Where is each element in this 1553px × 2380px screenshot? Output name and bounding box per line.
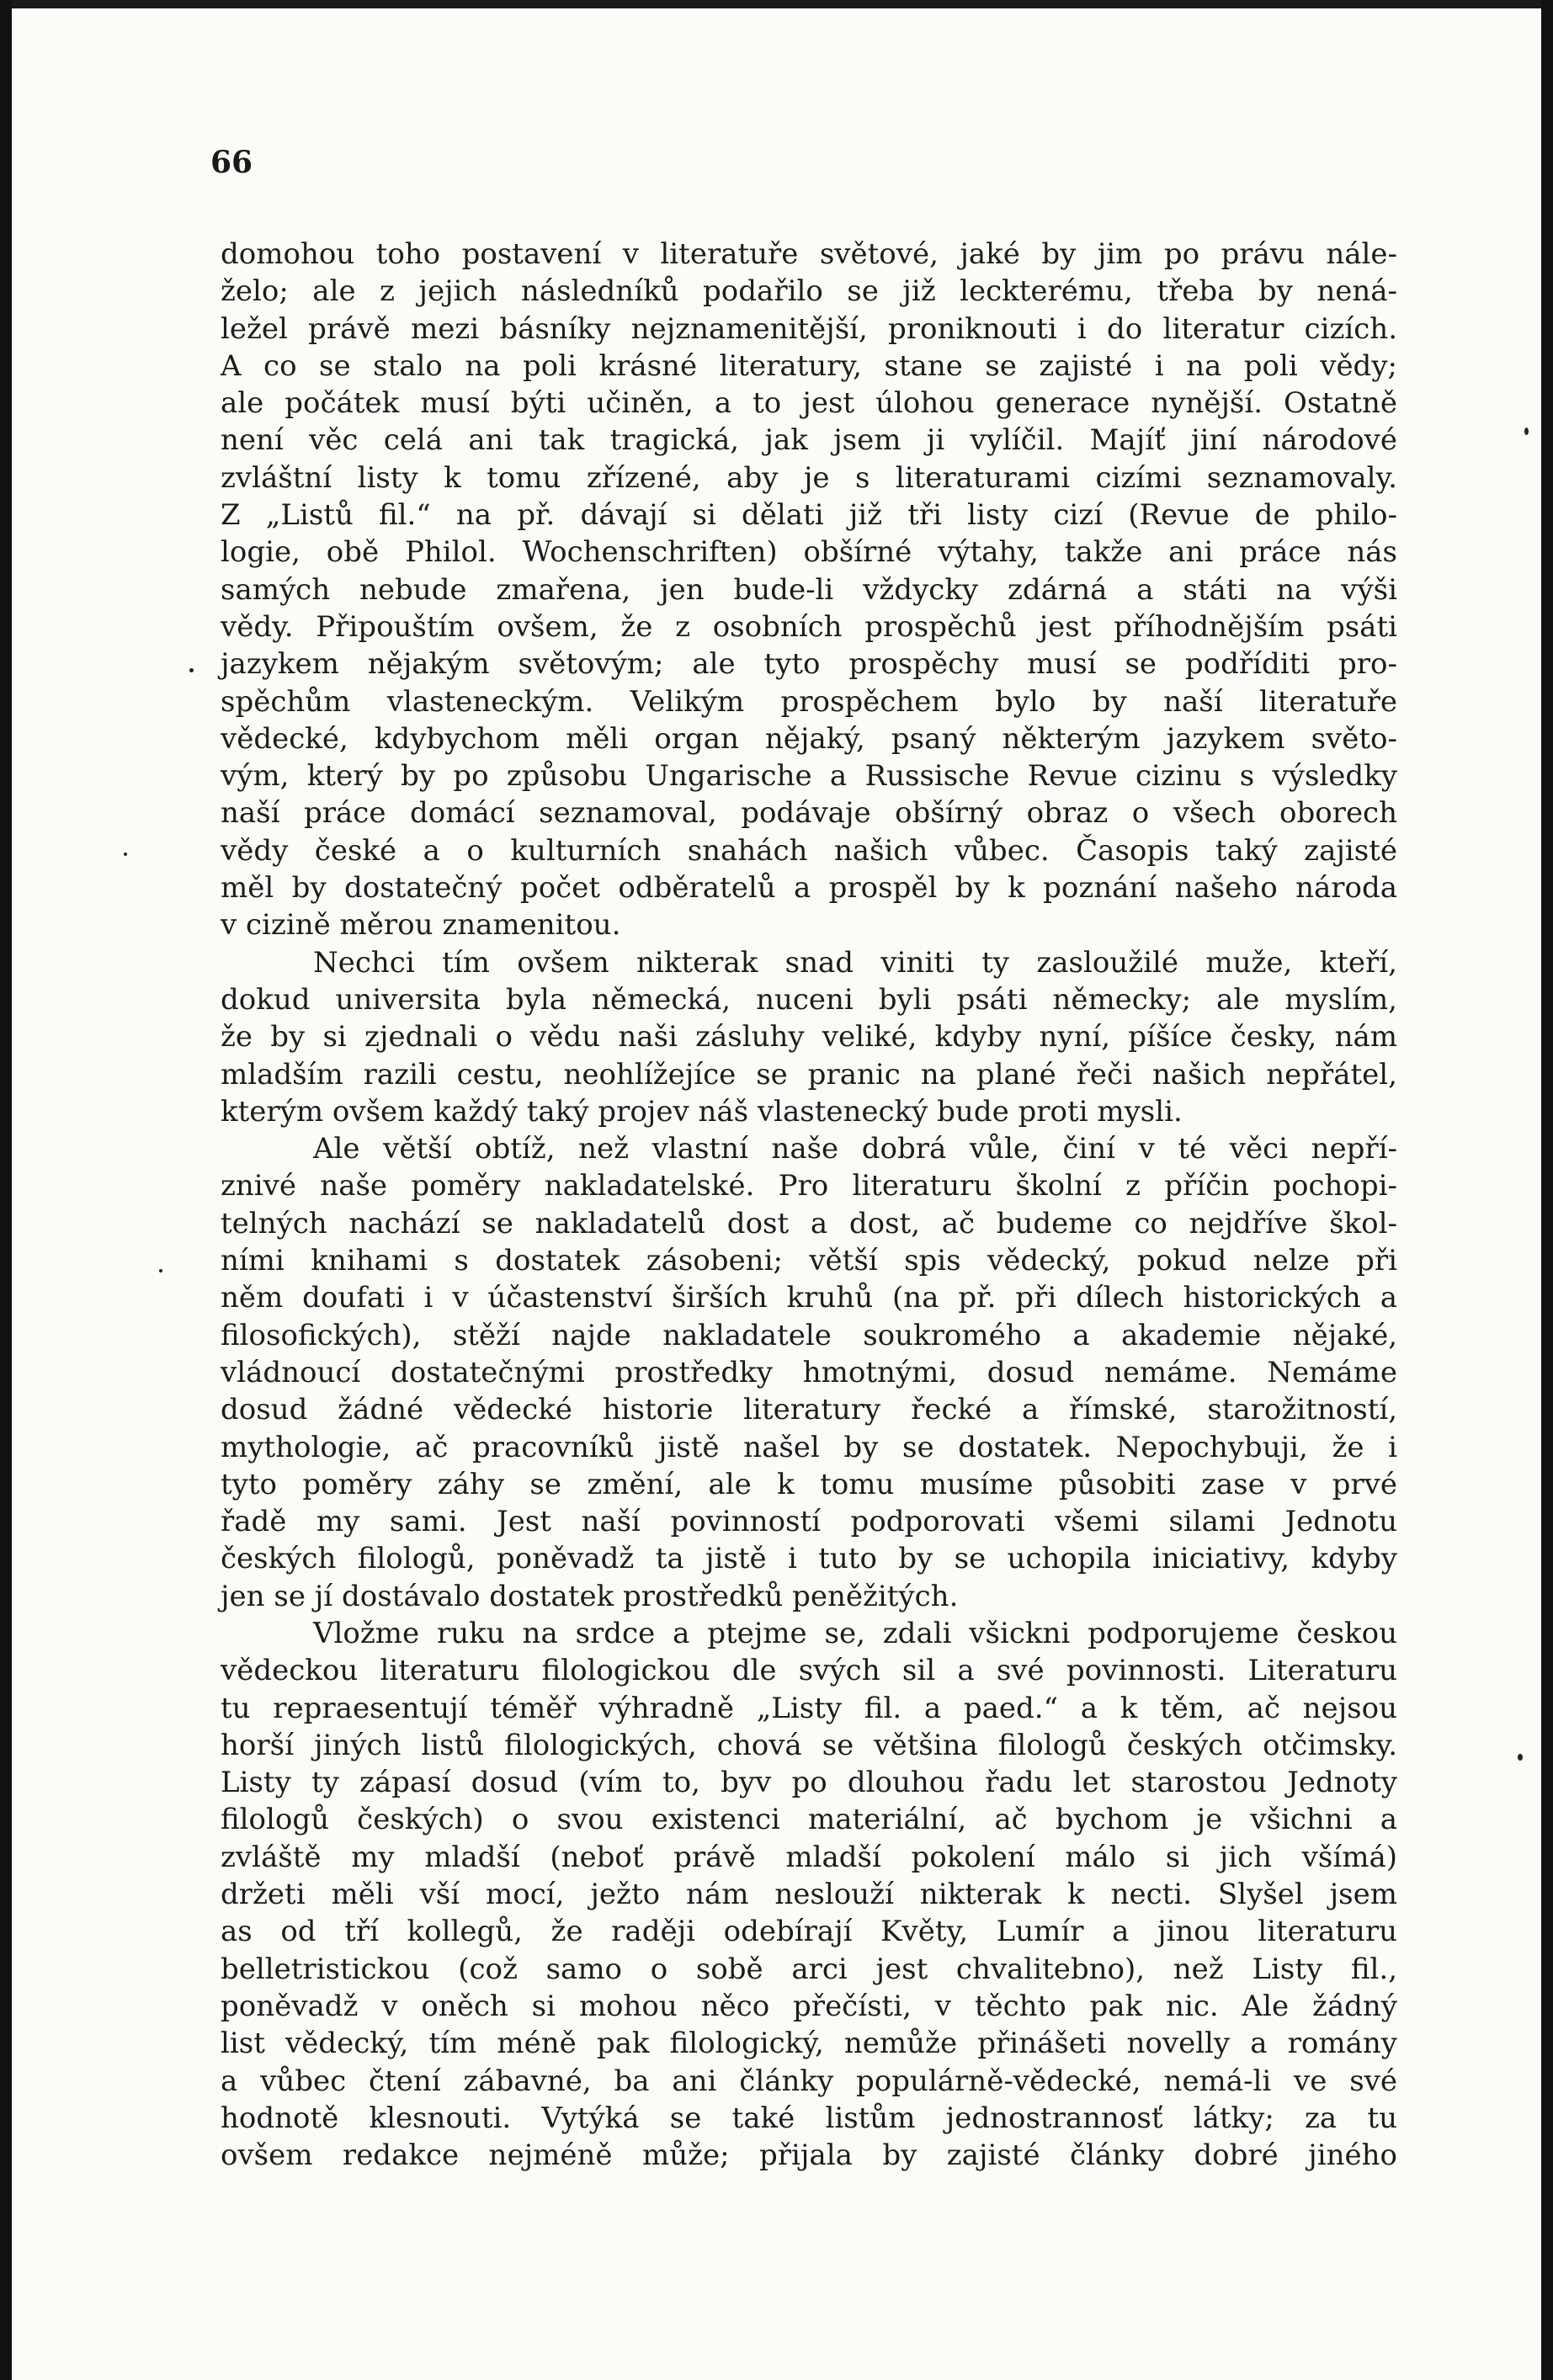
margin-speck (159, 1269, 162, 1272)
text-line: Listy ty zápasí dosud (vím to, byv po dlouhou řadu let starostou Jednoty (221, 1766, 1397, 1800)
text-line: vědeckou literaturu filologickou dle svých sil a své povinnosti. Literaturu (221, 1654, 1397, 1688)
text-line: Ale větší obtíž, než vlastní naše dobrá vůle, činí v té věci nepří- (313, 1132, 1397, 1166)
text-line: vědy. Připouštím ovšem, že z osobních prospěchů jest příhodnějším psáti (221, 609, 1397, 644)
text-line: v cizině měrou znamenitou. (221, 908, 621, 943)
page-number: 66 (210, 145, 253, 180)
text-line: vědy české a o kulturních snahách našich vůbec. Časopis taký zajisté (221, 833, 1397, 868)
text-line: mladším razili cestu, neohlížejíce se pranic na plané řeči našich nepřátel, (221, 1057, 1397, 1092)
text-line: vědecké, kdybychom měli organ nějaký, psaný některým jazykem světo- (221, 721, 1397, 756)
text-line: logie, obě Philol. Wochenschriften) obšírné výtahy, takže ani práce nás (221, 535, 1397, 570)
text-line: zvláště my mladší (neboť právě mladší pokolení málo si jich všímá) (221, 1840, 1397, 1874)
text-line: a vůbec čtení zábavné, ba ani články populárně-vědecké, nemá-li ve své (221, 2064, 1397, 2098)
text-line: Nechci tím ovšem nikterak snad viniti ty zasloužilé muže, kteří, (313, 945, 1397, 980)
text-line: dokud universita byla německá, nuceni byli psáti německy; ale myslím, (221, 982, 1397, 1017)
text-line: kterým ovšem každý taký projev náš vlastenecký bude proti mysli. (221, 1094, 1183, 1129)
scan-border-left (0, 0, 12, 2380)
scan-border-right (1541, 0, 1553, 2380)
book-page (12, 8, 1541, 2380)
text-line: poněvadž v oněch si mohou něco přečísti, v těchto pak nic. Ale žádný (221, 1989, 1397, 2023)
scan-border-top (0, 0, 1553, 8)
text-line: naší práce domácí seznamoval, podávaje obšírný obraz o všech oborech (221, 796, 1397, 831)
text-line: list vědecký, tím méně pak filologický, nemůže přinášeti novelly a romány (221, 2027, 1397, 2061)
text-line: znivé naše poměry nakladatelské. Pro literaturu školní z příčin pochopi- (221, 1169, 1397, 1203)
margin-speck (189, 668, 194, 672)
text-line: něm doufati i v účastenství širších kruhů (na př. při dílech historických a (221, 1281, 1397, 1315)
text-line: držeti měli vší mocí, ježto nám neslouží nikterak k necti. Slyšel jsem (221, 1878, 1397, 1912)
text-line: zvláštní listy k tomu zřízené, aby je s literaturami cizími seznamovaly. (221, 460, 1397, 495)
text-line: filosofických), stěží najde nakladatele soukromého a akademie nějaké, (221, 1318, 1397, 1352)
text-line: belletristickou (což samo o sobě arci jest chvalitebno), než Listy fil., (221, 1952, 1397, 1986)
text-line: ale počátek musí býti učiněn, a to jest úlohou generace nynější. Ostatně (221, 386, 1397, 421)
text-line: vým, který by po způsobu Ungarische a Russische Revue cizinu s výsledky (221, 759, 1397, 794)
text-line: samých nebude zmařena, jen bude-li vždycky zdárná a státi na výši (221, 572, 1397, 607)
text-line: řadě my sami. Jest naší povinností podporovati všemi silami Jednotu (221, 1505, 1397, 1539)
text-line: ními knihami s dostatek zásobeni; větší spis vědecký, pokud nelze při (221, 1244, 1397, 1278)
text-line: horší jiných listů filologických, chová se většina filologů českých otčimsky. (221, 1728, 1397, 1762)
text-line: není věc celá ani tak tragická, jak jsem ji vylíčil. Majíť jiní národové (221, 423, 1397, 458)
margin-speck (124, 853, 127, 856)
text-line: spěchům vlasteneckým. Velikým prospěchem bylo by naší literatuře (221, 684, 1397, 719)
text-line: domohou toho postavení v literatuře světové, jaké by jim po právu nále- (221, 237, 1397, 271)
body-text (221, 236, 1397, 2174)
text-line: tyto poměry záhy se změní, ale k tomu musíme působiti zase v prvé (221, 1467, 1397, 1501)
text-line: českých filologů, poněvadž ta jistě i tuto by se uchopila iniciativy, kdyby (221, 1542, 1397, 1576)
text-line: vládnoucí dostatečnými prostředky hmotnými, dosud nemáme. Nemáme (221, 1355, 1397, 1389)
text-line: ovšem redakce nejméně může; přijala by zajisté články dobré jiného (221, 2138, 1397, 2173)
text-line: telných nachází se nakladatelů dost a dost, ač budeme co nejdříve škol- (221, 1206, 1397, 1240)
text-line: želo; ale z jejich následníků podařilo se již leckterému, třeba by nená- (221, 274, 1397, 309)
text-line: Vložme ruku na srdce a ptejme se, zdali všickni podporujeme českou (313, 1616, 1397, 1650)
margin-speck (1524, 428, 1529, 435)
margin-speck (1518, 1754, 1523, 1761)
text-line: mythologie, ač pracovníků jistě našel by se dostatek. Nepochybuji, že i (221, 1430, 1397, 1464)
text-line: filologů českých) o svou existenci materiální, ač bychom je všichni a (221, 1803, 1397, 1837)
text-line: Z „Listů fil.“ na př. dávají si dělati již tři listy cizí (Revue de philo- (221, 498, 1397, 533)
text-line: jen se jí dostávalo dostatek prostředků peněžitých. (221, 1579, 959, 1613)
text-line: hodnotě klesnouti. Vytýká se také listům jednostrannosť látky; za tu (221, 2101, 1397, 2135)
text-line: dosud žádné vědecké historie literatury řecké a římské, starožitností, (221, 1393, 1397, 1427)
text-line: jazykem nějakým světovým; ale tyto prospěchy musí se podříditi pro- (221, 647, 1397, 682)
text-line: A co se stalo na poli krásné literatury, stane se zajisté i na poli vědy; (221, 348, 1397, 383)
text-line: že by si zjednali o vědu naši zásluhy veliké, kdyby nyní, píšíce česky, nám (221, 1020, 1397, 1055)
text-line: tu repraesentují téměř výhradně „Listy fil. a paed.“ a k těm, ač nejsou (221, 1691, 1397, 1725)
text-line: as od tří kollegů, že raději odebírají Květy, Lumír a jinou literaturu (221, 1915, 1397, 1949)
text-line: měl by dostatečný počet odběratelů a prospěl by k poznání našeho národa (221, 871, 1397, 906)
text-line: ležel právě mezi básníky nejznamenitější, proniknouti i do literatur cizích. (221, 311, 1397, 346)
